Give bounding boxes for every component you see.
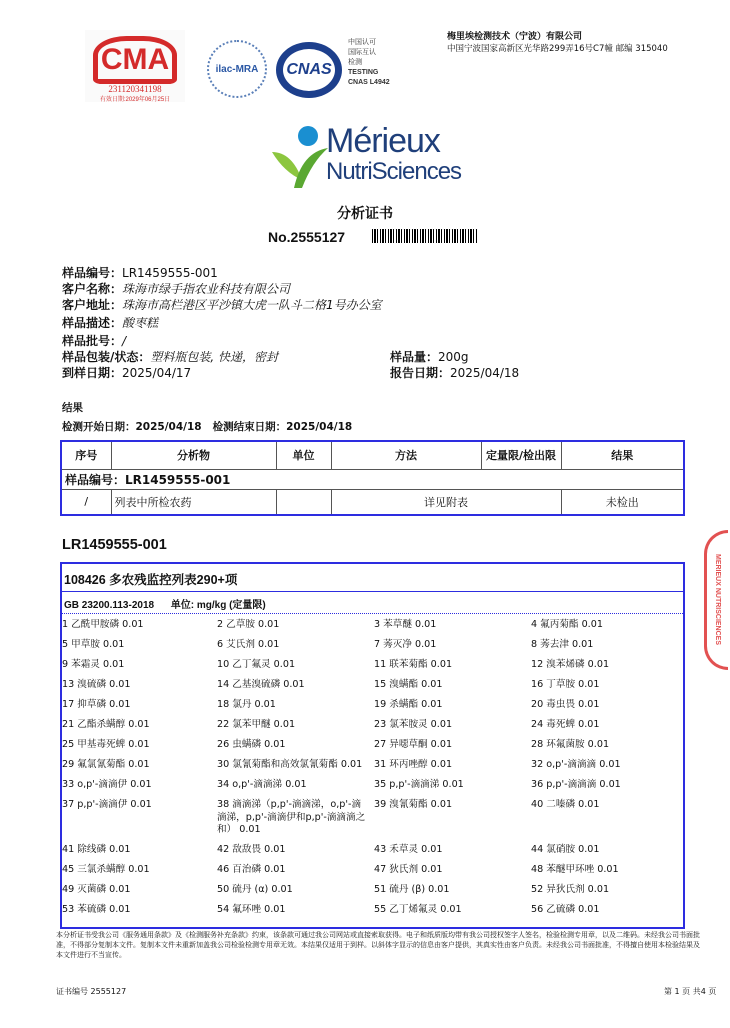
page-number: 第 1 页 共4 页 [664, 987, 717, 996]
arrival-date: 2025/04/17 [122, 366, 192, 380]
pesticide-item: 1 乙酰甲胺磷 0.01 [62, 619, 144, 630]
pesticide-item: 36 p,p'-滴滴滴 0.01 [531, 779, 621, 790]
label: 样品批号： [62, 334, 123, 348]
packaging: 塑料瓶包装, 快递，密封 [150, 350, 279, 364]
pesticide-item: 22 氯苯甲醚 0.01 [217, 719, 296, 730]
pesticide-item: 50 硫丹 (α) 0.01 [217, 884, 293, 895]
pesticide-item: 35 p,p'-滴滴涕 0.01 [374, 779, 464, 790]
pesticide-item: 14 乙基溴硫磷 0.01 [217, 679, 305, 690]
col-header: 序号 [61, 441, 111, 469]
list-standard [62, 592, 683, 614]
pesticide-item: 20 毒虫畏 0.01 [531, 699, 600, 710]
stamp-text: MERIEUX NUTRISCIENCES [714, 554, 721, 646]
pesticide-item: 55 乙丁烯氟灵 0.01 [374, 904, 462, 915]
pesticide-item: 27 异噁草酮 0.01 [374, 739, 453, 750]
sample-info-right [390, 349, 519, 381]
pesticide-item: 19 杀螨酯 0.01 [374, 699, 443, 710]
cma-logo [85, 30, 185, 102]
col-header: 单位 [276, 441, 331, 469]
cnas-line: 国际互认 [348, 49, 376, 56]
pesticide-item: 44 氯硝胺 0.01 [531, 844, 600, 855]
pesticide-item: 41 除线磷 0.01 [62, 844, 131, 855]
pesticide-item: 2 乙草胺 0.01 [217, 619, 280, 630]
label: 样品包装/状态： [62, 350, 151, 364]
certificate-number: No.2555127 [268, 229, 346, 245]
cnas-text [348, 38, 390, 88]
pesticide-item: 25 甲基毒死蜱 0.01 [62, 739, 150, 750]
cell: 未检出 [561, 489, 684, 515]
pesticide-item: 9 苯霜灵 0.01 [62, 659, 125, 670]
pesticide-item: 54 氟环唑 0.01 [217, 904, 286, 915]
label: 报告日期： [390, 366, 451, 380]
logo-text-1: Mérieux [326, 122, 440, 160]
company-stamp [704, 530, 728, 670]
cma-mark: CMA [93, 36, 177, 84]
pesticide-item: 6 艾氏剂 0.01 [217, 639, 280, 650]
pesticide-item: 46 百治磷 0.01 [217, 864, 286, 875]
pesticide-item: 47 狄氏剂 0.01 [374, 864, 443, 875]
pesticide-item: 11 联苯菊酯 0.01 [374, 659, 453, 670]
sample-no: LR1459555-001 [122, 266, 218, 280]
pesticide-item: 8 莠去津 0.01 [531, 639, 594, 650]
pesticide-item: 10 乙丁氟灵 0.01 [217, 659, 296, 670]
pesticide-item: 38 滴滴涕（p,p'-滴滴涕，o,p'-滴滴涕，p,p'-滴滴伊和p,p'-滴滴滴之和） 0.01 [217, 799, 366, 835]
pesticide-item: 42 敌敌畏 0.01 [217, 844, 286, 855]
pesticide-list [60, 562, 685, 929]
company-name: 梅里埃检测技术（宁波）有限公司 [447, 32, 583, 42]
table-header [61, 441, 684, 469]
pesticide-item: 43 禾草灵 0.01 [374, 844, 443, 855]
pesticide-item: 33 o,p'-滴滴伊 0.01 [62, 779, 152, 790]
cnas-line: CNAS L4942 [348, 79, 390, 86]
pesticide-item: 3 苯草醚 0.01 [374, 619, 437, 630]
pesticide-item: 56 乙硫磷 0.01 [531, 904, 600, 915]
cell: 详见附表 [331, 489, 561, 515]
sample-row: 样品编号：LR1459555-001 [61, 469, 684, 489]
pesticide-item: 45 三氯杀螨醇 0.01 [62, 864, 150, 875]
client-name: 珠海市绿手指农业科技有限公司 [122, 282, 291, 296]
pesticide-item: 29 氟氯氰菊酯 0.01 [62, 759, 150, 770]
company-address: 中国宁波国家高新区光华路299弄16号C7幢 邮编 315040 [447, 44, 668, 54]
disclaimer: 本分析证书受我公司《服务通用条款》及《检测服务补充条款》约束，该条款可通过我公司网站或直接索取获得。电子和纸质版均带有我公司授权签字人签名，检验检测专用章，以及二维码。未经我公司书面批准，不得部分复制本文件。复制本文件未重新加盖我公司检验检测专用章无效。本结果仅适用于到样。以斜体字显示的信息由客户提供，其真实性由客户负责。未经我公司书面批准，不得擅自使用本检验结果及本文件进行不当宣传。 [56, 931, 700, 959]
results-table [60, 440, 685, 516]
unit: 单位: mg/kg (定量限) [170, 600, 266, 611]
pesticide-item: 12 溴苯烯磷 0.01 [531, 659, 610, 670]
annex-sample-no: LR1459555-001 [62, 537, 167, 553]
col-header: 分析物 [111, 441, 276, 469]
label: 样品描述： [62, 316, 123, 330]
pesticide-item: 34 o,p'-滴滴涕 0.01 [217, 779, 307, 790]
table-row [61, 489, 684, 515]
col-header: 定量限/检出限 [481, 441, 561, 469]
pesticide-item: 32 o,p'-滴滴滴 0.01 [531, 759, 621, 770]
pesticide-item: 15 溴螨酯 0.01 [374, 679, 443, 690]
cell: 列表中所检农药 [111, 489, 276, 515]
pesticide-item: 7 莠灭净 0.01 [374, 639, 437, 650]
pesticide-item: 39 溴氰菊酯 0.01 [374, 799, 453, 810]
results-heading: 结果 [62, 402, 83, 414]
merieux-logo [272, 122, 462, 188]
label: 样品编号： [62, 266, 123, 280]
cnas-logo: CNAS [276, 42, 342, 98]
col-header: 结果 [561, 441, 684, 469]
cnas-line: 检测 [348, 59, 362, 66]
pesticide-item: 49 灭菌磷 0.01 [62, 884, 131, 895]
sample-desc: 酸枣糕 [122, 316, 159, 330]
cnas-line: 中国认可 [348, 39, 376, 46]
logo-text-2: NutriSciences [326, 158, 462, 185]
client-address: 珠海市高栏港区平沙镇大虎一队斗二格1号办公室 [122, 298, 382, 312]
label: 到样日期： [62, 366, 123, 380]
pesticide-item: 21 乙酯杀螨醇 0.01 [62, 719, 150, 730]
batch-no: / [122, 334, 127, 348]
cma-number: 231120341198 [108, 84, 162, 94]
test-dates [62, 419, 352, 434]
pesticide-item: 40 二嗪磷 0.01 [531, 799, 600, 810]
document-title: 分析证书 [337, 205, 393, 221]
report-date: 2025/04/18 [450, 366, 520, 380]
cell [276, 489, 331, 515]
pesticide-item: 16 丁草胺 0.01 [531, 679, 600, 690]
pesticide-item: 28 环氟菌胺 0.01 [531, 739, 610, 750]
barcode [372, 229, 478, 243]
pesticide-item: 17 抑草磷 0.01 [62, 699, 131, 710]
label: 客户地址： [62, 298, 123, 312]
standard: GB 23200.113-2018 [64, 600, 155, 611]
pesticide-item: 18 氯丹 0.01 [217, 699, 276, 710]
pesticide-item: 31 环丙唑醇 0.01 [374, 759, 453, 770]
sample-info [62, 265, 382, 381]
pesticide-item: 53 苯硫磷 0.01 [62, 904, 131, 915]
pesticide-item: 24 毒死蜱 0.01 [531, 719, 600, 730]
pesticide-item: 52 异狄氏剂 0.01 [531, 884, 610, 895]
cma-expiry: 有效日期:2029年06月25日 [99, 97, 171, 103]
end-date: 检测结束日期：2025/04/18 [212, 421, 353, 433]
pesticide-item: 5 甲草胺 0.01 [62, 639, 125, 650]
pesticide-item: 37 p,p'-滴滴伊 0.01 [62, 799, 152, 810]
footer-cert-no: 证书编号 2555127 [56, 987, 127, 996]
pesticide-item: 26 虫螨磷 0.01 [217, 739, 286, 750]
ilac-logo: ilac-MRA [207, 40, 267, 98]
label: 客户名称： [62, 282, 123, 296]
sample-qty: 200g [438, 350, 469, 364]
cell: / [61, 489, 111, 515]
pesticide-item: 48 苯醚甲环唑 0.01 [531, 864, 619, 875]
pesticide-item: 13 溴硫磷 0.01 [62, 679, 131, 690]
pesticide-item: 23 氯苯胺灵 0.01 [374, 719, 453, 730]
start-date: 检测开始日期：2025/04/18 [62, 421, 202, 433]
pesticide-item: 51 硫丹 (β) 0.01 [374, 884, 450, 895]
label: 样品量： [390, 350, 439, 364]
list-title: 108426 多农残监控列表290+项 [62, 564, 683, 592]
pesticide-grid [62, 614, 683, 924]
pesticide-item: 30 氯氰菊酯和高效氯氰菊酯 0.01 [217, 759, 363, 770]
col-header: 方法 [331, 441, 481, 469]
leaf-icon [272, 122, 332, 188]
company-info [447, 31, 668, 55]
cnas-line: TESTING [348, 69, 379, 76]
pesticide-item: 4 氟丙菊酯 0.01 [531, 619, 603, 630]
